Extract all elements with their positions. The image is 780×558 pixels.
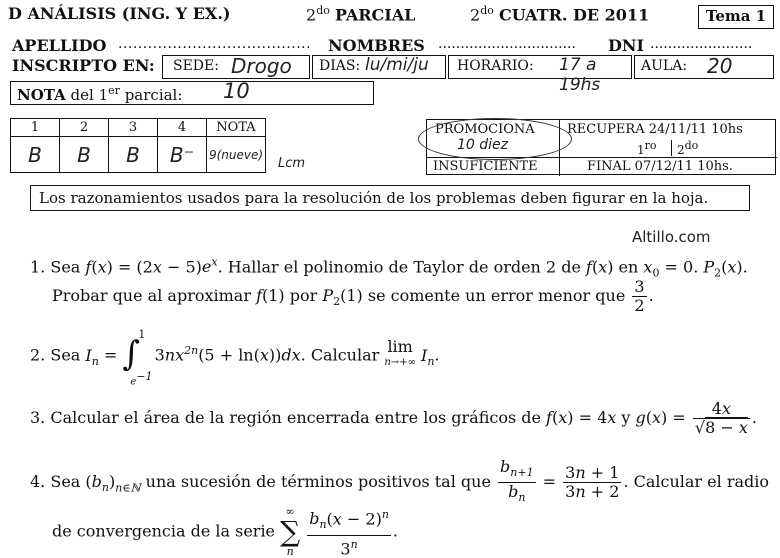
problem-1-line2: Probar que al aproximar f(1) por $P_2(1)$ se comente un error menor que $\frac{3}{2}$ . <box>52 277 654 315</box>
problem-2: 2. Sea $I_n$ = ∫ 1 $e^{-1}$ $3nx^{2n}(5 + \ln(x))dx$. Calcular lim n→+∞ $I_n$. <box>30 328 440 388</box>
horario-label: HORARIO: <box>457 58 534 74</box>
sede-value: Drogo <box>231 54 292 78</box>
cuatrimestre-label <box>470 4 649 24</box>
parcial-sup: do <box>316 4 330 17</box>
problem-3: 3. Calcular el área de la región encerrada entre los gráficos de f(x) = 4x y g(x) = $\frac{4x}{√8 - x}$ . <box>30 399 757 437</box>
dias-box[interactable] <box>312 55 446 79</box>
nota-parcial-box[interactable] <box>10 81 374 105</box>
recupera-second <box>677 139 698 157</box>
ro-num: 1 <box>637 143 645 157</box>
parcial-label <box>306 4 415 24</box>
sum-operator: ∞ ∑ n <box>280 505 301 558</box>
apellido-field[interactable]: ....................................... <box>118 36 312 52</box>
grade-header: NOTA <box>207 119 266 137</box>
grade-cell-nota[interactable]: 9(nueve) <box>207 137 266 173</box>
grade-cell[interactable]: B <box>109 137 158 173</box>
parcial-text: PARCIAL <box>334 5 416 25</box>
integral-sign: ∫ 1 $e^{-1}$ <box>122 328 153 388</box>
fraction-3n: $\frac{3n + 1}{3n + 2}$ <box>565 463 620 502</box>
grade-cell[interactable]: B⁻ <box>158 137 207 173</box>
do-sup: do <box>684 139 699 152</box>
sede-label: SEDE: <box>173 58 219 74</box>
cuatr-number: 2 <box>470 5 481 25</box>
grade-header: 3 <box>109 119 158 137</box>
tema-badge: Tema 1 <box>698 5 774 29</box>
problem-2-number: 2. <box>30 345 46 365</box>
do-num: 2 <box>677 143 685 157</box>
problem-3-number: 3. <box>30 408 46 427</box>
nota-parcial-value: 10 <box>223 79 250 103</box>
insuficiente-label: INSUFICIENTE <box>433 159 538 174</box>
nota-rest-b: parcial: <box>124 86 183 104</box>
nota-parcial-label <box>17 84 182 104</box>
promociona-label: PROMOCIONA <box>435 122 535 137</box>
inscripto-label: INSCRIPTO EN: <box>12 56 155 75</box>
grade-header: 4 <box>158 119 207 137</box>
watermark: Altillo.com <box>632 228 711 246</box>
signature: Lcm <box>278 156 306 171</box>
promociona-note: 10 diez <box>457 137 509 153</box>
problem-1-line1: 1. Sea $f(x) = (2x - 5)e^x$. Hallar el polinomio de Taylor de orden 2 de f(x) en $x_0 = 0$. $P_2(x)$. <box>30 256 748 280</box>
horario-value: 17 a 19hs <box>559 55 601 95</box>
status-hdivider-right <box>559 157 777 158</box>
recupera-first <box>637 139 657 157</box>
nota-sup: er <box>108 84 120 97</box>
limit-operator: lim n→+∞ <box>384 337 416 368</box>
grades-table <box>10 118 266 173</box>
sede-box[interactable] <box>162 55 310 79</box>
dni-field[interactable]: ....................... <box>650 36 753 52</box>
nombres-label: NOMBRES <box>328 36 425 55</box>
cuatr-text: CUATR. DE 2011 <box>498 5 650 25</box>
exam-title: D ANÁLISIS (ING. Y EX.) <box>8 4 231 23</box>
problem-4-line2: de convergencia de la serie ∞ ∑ n $\frac{b_n(x - 2)^n}{3^n}$ . <box>52 505 399 558</box>
parcial-number: 2 <box>306 5 317 25</box>
notice-box: Los razonamientos usados para la resolución de los problemas deben figurar en la hoja. <box>30 185 750 211</box>
recupera-label: RECUPERA 24/11/11 10hs <box>567 122 743 137</box>
fraction-3-2: $\frac{3}{2}$ <box>634 277 645 315</box>
final-label: FINAL 07/12/11 10hs. <box>587 159 733 174</box>
aula-box[interactable] <box>634 55 774 79</box>
horario-box[interactable] <box>448 55 632 95</box>
fraction-g: $\frac{4x}{√8 - x}$ <box>694 399 748 437</box>
fraction-ratio: $\frac{b_{n+1}}{b_n}$ <box>500 457 534 505</box>
cuatr-sup: do <box>480 4 494 17</box>
fraction-series: $\frac{b_n(x - 2)^n}{3^n}$ <box>309 508 389 558</box>
problem-4-number: 4. <box>30 472 46 492</box>
dias-label: DIAS: <box>319 58 361 74</box>
grade-header: 2 <box>60 119 109 137</box>
problem-4-line1: 4. Sea $(b_n)_{n\in ℕ}$ una sucesión de términos positivos tal que $\frac{b_{n+1}}{b_n}$ = $\frac{3n + 1}{3n + 2}$ . Calcular el radio <box>30 458 769 507</box>
promociona-circle <box>418 118 572 160</box>
grade-cell[interactable]: B <box>60 137 109 173</box>
aula-label: AULA: <box>641 58 688 74</box>
ro-sup: ro <box>644 139 657 152</box>
grade-header: 1 <box>11 119 60 137</box>
nombres-field[interactable]: ............................... <box>438 36 576 52</box>
apellido-label: APELLIDO <box>12 36 107 55</box>
recupera-split <box>671 140 672 156</box>
aula-value: 20 <box>707 54 733 78</box>
dias-value: lu/mi/ju <box>365 55 429 75</box>
nota-rest-a: del 1 <box>70 86 109 104</box>
problem-1-number: 1. <box>30 257 46 277</box>
dni-label: DNI <box>608 36 644 55</box>
grade-cell[interactable]: B <box>11 137 60 173</box>
nota-label: NOTA <box>17 86 66 104</box>
